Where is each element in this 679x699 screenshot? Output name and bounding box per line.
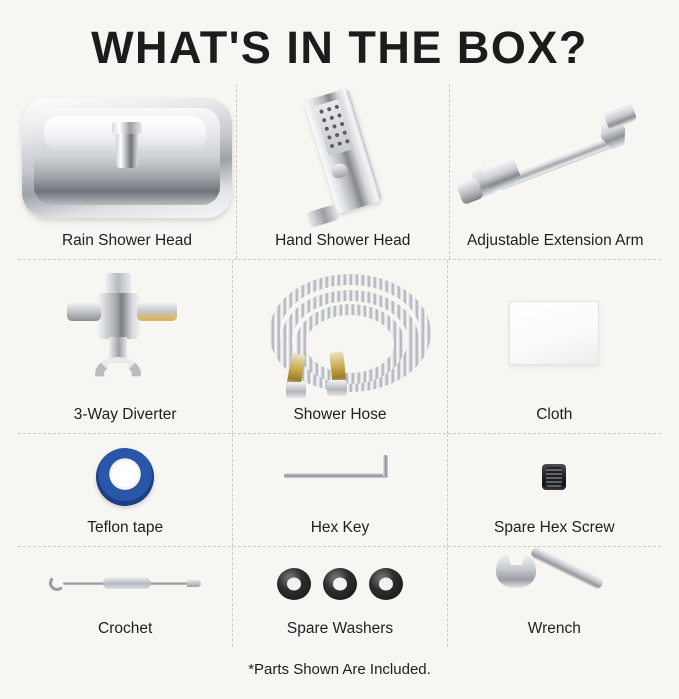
- item-cloth: [447, 260, 661, 433]
- three-way-diverter-icon: [22, 266, 228, 400]
- wrench-icon: [452, 550, 657, 614]
- item-extension-arm: [449, 84, 662, 259]
- item-hex-screw: [447, 434, 661, 546]
- hand-shower-head-icon: [241, 86, 445, 226]
- items-grid: [18, 84, 661, 647]
- hex-key-icon: [237, 440, 442, 513]
- item-label: Hex Key: [310, 519, 370, 537]
- item-hex-key: [232, 434, 446, 546]
- item-crochet: [18, 547, 232, 647]
- hex-screw-icon: [452, 440, 657, 513]
- extension-arm-icon: [454, 90, 658, 226]
- grid-row: [18, 546, 661, 647]
- grid-row: [18, 433, 661, 546]
- item-label: Teflon tape: [87, 519, 164, 537]
- item-label: Crochet: [98, 620, 153, 638]
- shower-hose-icon: [237, 266, 442, 400]
- teflon-tape-icon: [22, 440, 228, 513]
- grid-row: [18, 84, 661, 259]
- grid-row: [18, 259, 661, 433]
- item-three-way-diverter: [18, 260, 232, 433]
- footnote: *Parts Shown Are Included.: [248, 661, 431, 678]
- item-label: Rain Shower Head: [61, 232, 193, 250]
- item-wrench: [447, 547, 661, 647]
- item-label: Hand Shower Head: [275, 232, 411, 250]
- item-spare-washers: [232, 547, 446, 647]
- washers-icon: [237, 553, 442, 614]
- cloth-icon: [452, 266, 657, 400]
- crochet-icon: [22, 553, 228, 614]
- rain-shower-head-icon: [22, 90, 232, 226]
- item-label: Adjustable Extension Arm: [466, 232, 644, 250]
- item-hand-shower-head: [236, 84, 449, 259]
- item-label: Cloth: [536, 406, 573, 424]
- item-label: 3-Way Diverter: [73, 406, 177, 424]
- item-label: Spare Hex Screw: [494, 519, 615, 537]
- item-label: Wrench: [527, 620, 581, 638]
- item-label: Spare Washers: [286, 620, 394, 638]
- item-rain-shower-head: [18, 84, 236, 259]
- page-title: WHAT'S IN THE BOX?: [91, 22, 588, 73]
- item-teflon-tape: [18, 434, 232, 546]
- item-shower-hose: [232, 260, 446, 433]
- item-label: Shower Hose: [293, 406, 387, 424]
